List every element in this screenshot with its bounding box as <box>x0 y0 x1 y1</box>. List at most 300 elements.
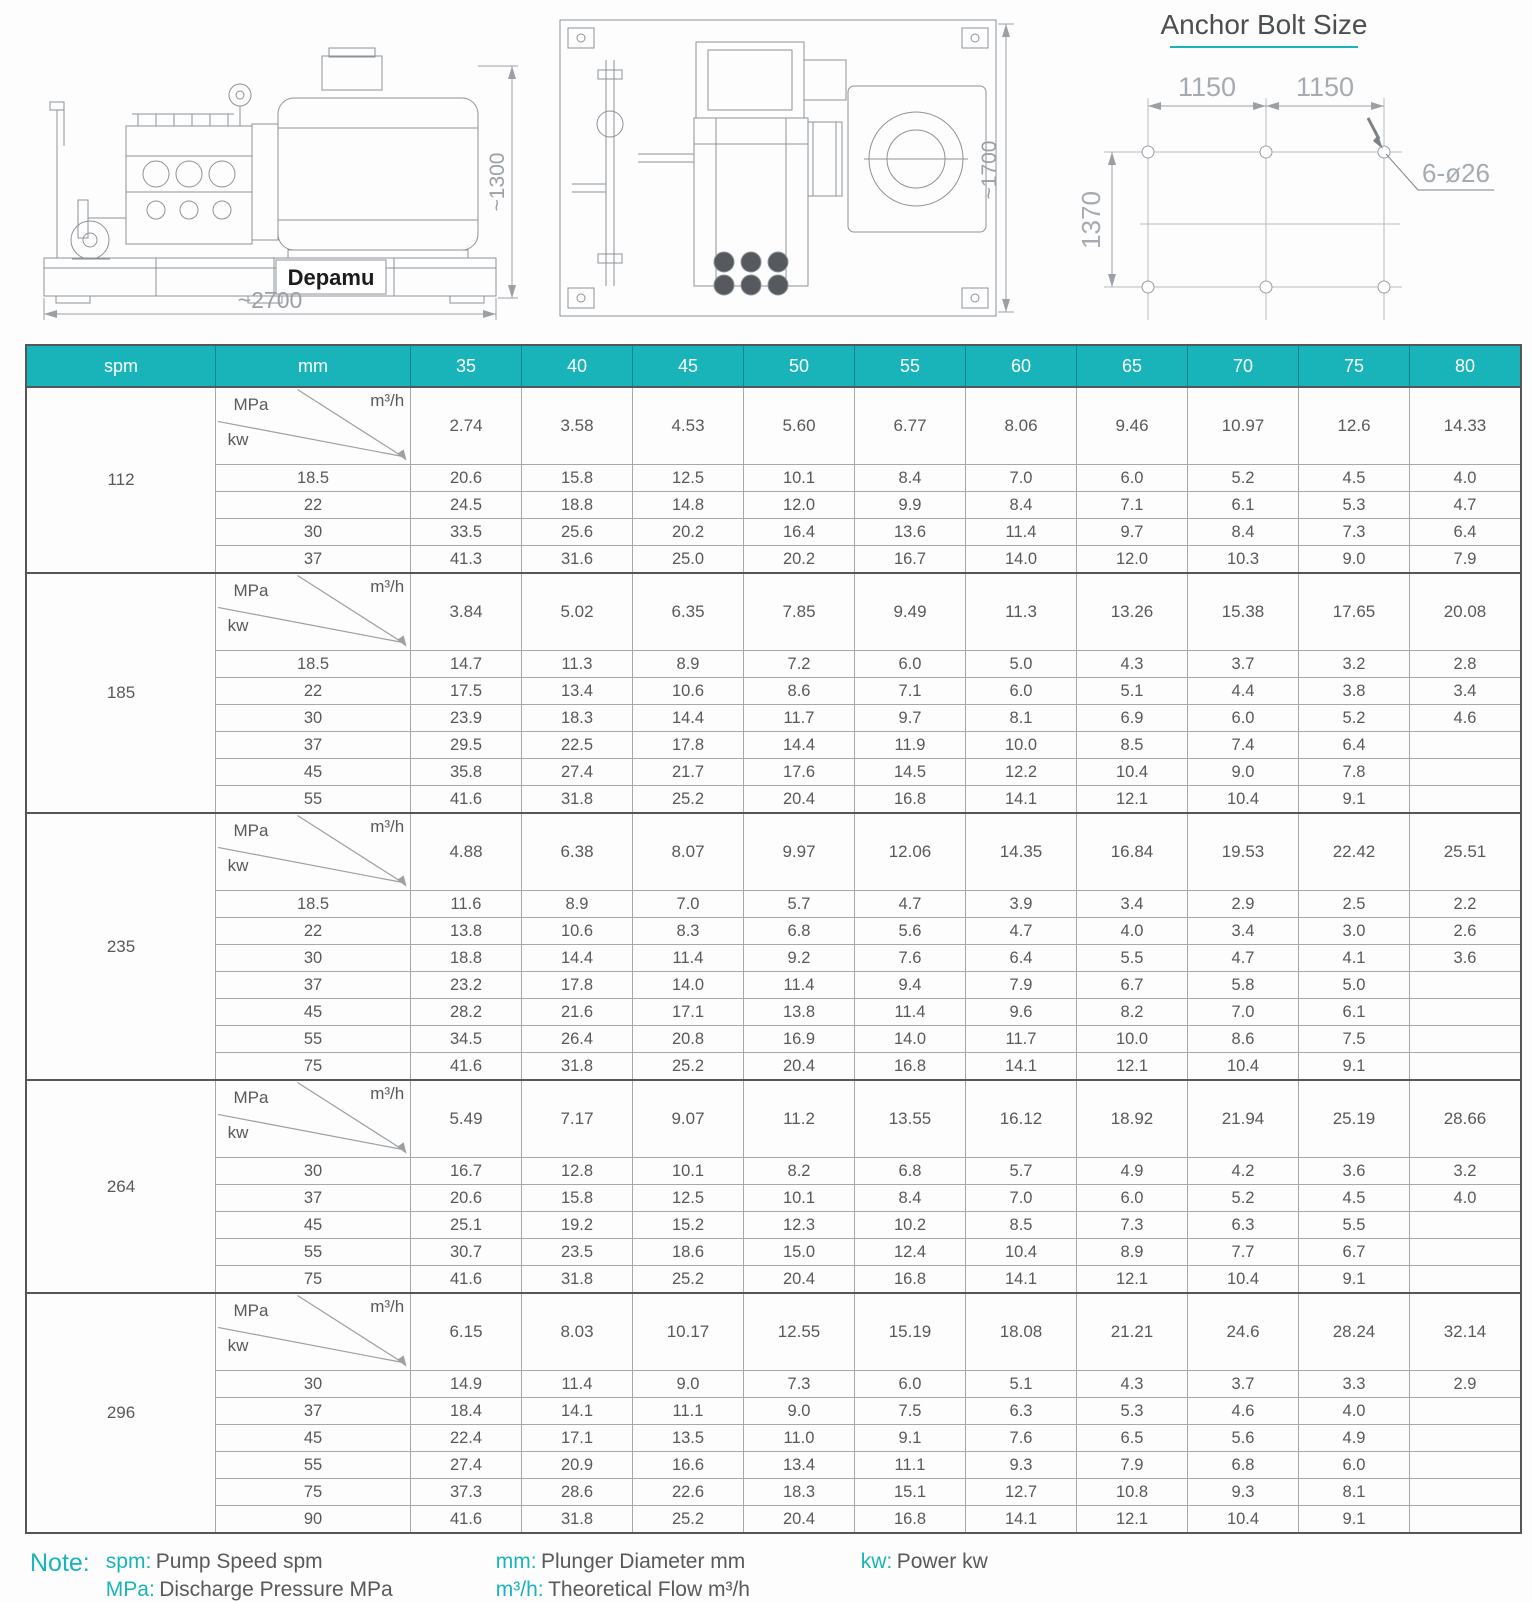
power-value: 25.1 <box>411 1212 522 1239</box>
power-value: 14.0 <box>855 1026 966 1053</box>
flow-value: 25.51 <box>1410 813 1522 891</box>
power-row <box>26 1452 1521 1479</box>
power-value: 6.0 <box>1299 1452 1410 1479</box>
power-value: 6.4 <box>1299 732 1410 759</box>
power-value: 20.2 <box>744 546 855 574</box>
power-value: 13.4 <box>522 678 633 705</box>
power-value: 15.0 <box>744 1239 855 1266</box>
power-row <box>26 1185 1521 1212</box>
power-value: 6.0 <box>855 1371 966 1398</box>
power-value: 5.1 <box>1077 678 1188 705</box>
header-mm: mm <box>216 345 411 387</box>
power-value: 8.2 <box>1077 999 1188 1026</box>
power-value: 27.4 <box>522 759 633 786</box>
power-value: 11.7 <box>744 705 855 732</box>
note-definition <box>106 1550 496 1574</box>
power-row <box>26 1266 1521 1294</box>
power-value: 4.7 <box>966 918 1077 945</box>
pressure-value: 30 <box>216 519 411 546</box>
diagonal-lines <box>216 814 410 890</box>
spm-group-185 <box>26 573 1521 813</box>
flow-value: 7.85 <box>744 573 855 651</box>
power-value: 25.0 <box>633 546 744 574</box>
flow-value: 8.03 <box>522 1293 633 1371</box>
power-value: 37.3 <box>411 1479 522 1506</box>
note-definition <box>496 1550 861 1574</box>
power-value: 5.3 <box>1299 492 1410 519</box>
power-value: 11.4 <box>744 972 855 999</box>
corner-label-kw: kw <box>227 1335 249 1355</box>
power-value: 22.5 <box>522 732 633 759</box>
power-value: 24.5 <box>411 492 522 519</box>
diagonal-lines <box>216 1294 410 1370</box>
power-value: 6.8 <box>855 1158 966 1185</box>
power-value: 35.8 <box>411 759 522 786</box>
power-value: 41.6 <box>411 1506 522 1534</box>
power-value: 5.0 <box>966 651 1077 678</box>
power-value: 7.3 <box>1077 1212 1188 1239</box>
power-value: 20.2 <box>633 519 744 546</box>
power-value: 6.4 <box>1410 519 1522 546</box>
flow-value: 18.92 <box>1077 1080 1188 1158</box>
power-value: 20.8 <box>633 1026 744 1053</box>
flow-value: 2.74 <box>411 387 522 465</box>
flow-value: 32.14 <box>1410 1293 1522 1371</box>
power-value: 16.8 <box>855 786 966 814</box>
note-definition <box>106 1578 496 1602</box>
power-value: 4.5 <box>1299 465 1410 492</box>
anchor-bolt-drawing <box>1052 2 1502 337</box>
flow-value: 4.88 <box>411 813 522 891</box>
power-value: 9.1 <box>1299 1053 1410 1081</box>
corner-label-flow: m³/h <box>370 391 405 411</box>
diagonal-lines <box>216 574 410 650</box>
power-value: 20.4 <box>744 1266 855 1294</box>
power-value: 18.8 <box>411 945 522 972</box>
power-value: 12.8 <box>522 1158 633 1185</box>
power-value: 6.5 <box>1077 1425 1188 1452</box>
power-value: 6.0 <box>1077 1185 1188 1212</box>
flow-value: 16.12 <box>966 1080 1077 1158</box>
corner-header <box>216 1293 411 1371</box>
power-value: 20.9 <box>522 1452 633 1479</box>
power-value: 4.7 <box>1188 945 1299 972</box>
power-value: 17.5 <box>411 678 522 705</box>
pump-spec-table <box>25 344 1522 1534</box>
power-value: 31.8 <box>522 1053 633 1081</box>
header-diameter-35: 35 <box>411 345 522 387</box>
power-value: 4.9 <box>1299 1425 1410 1452</box>
power-value: 6.0 <box>1077 465 1188 492</box>
corner-label-mpa: MPa <box>233 394 269 414</box>
power-value: 2.9 <box>1410 1371 1522 1398</box>
power-value: 17.1 <box>633 999 744 1026</box>
power-value: 33.5 <box>411 519 522 546</box>
power-value: 9.1 <box>1299 1266 1410 1294</box>
note-row <box>106 1578 988 1602</box>
note-section <box>30 1548 1532 1602</box>
power-value: 7.5 <box>1299 1026 1410 1053</box>
pressure-value: 90 <box>216 1506 411 1534</box>
power-value: 7.2 <box>744 651 855 678</box>
power-value: 12.0 <box>1077 546 1188 574</box>
power-value <box>1410 1026 1522 1053</box>
power-value: 10.6 <box>633 678 744 705</box>
power-value: 11.6 <box>411 891 522 918</box>
power-value: 8.5 <box>1077 732 1188 759</box>
flow-value: 10.97 <box>1188 387 1299 465</box>
power-value: 6.9 <box>1077 705 1188 732</box>
power-value: 8.9 <box>1077 1239 1188 1266</box>
power-value: 12.3 <box>744 1212 855 1239</box>
power-value: 14.8 <box>633 492 744 519</box>
flow-value: 12.6 <box>1299 387 1410 465</box>
flow-value: 3.84 <box>411 573 522 651</box>
power-value: 10.0 <box>1077 1026 1188 1053</box>
power-value: 31.8 <box>522 1266 633 1294</box>
flow-value: 6.38 <box>522 813 633 891</box>
top-height-dim: ~1700 <box>978 140 1001 200</box>
corner-label-mpa: MPa <box>233 1300 269 1320</box>
power-value: 10.6 <box>522 918 633 945</box>
power-value: 14.0 <box>633 972 744 999</box>
header-diameter-75: 75 <box>1299 345 1410 387</box>
power-value: 9.0 <box>744 1398 855 1425</box>
power-row <box>26 1239 1521 1266</box>
anchor-dim-side: 1370 <box>1076 191 1106 249</box>
power-value <box>1410 1479 1522 1506</box>
corner-label-mpa: MPa <box>233 1087 269 1107</box>
power-value: 23.5 <box>522 1239 633 1266</box>
power-row <box>26 1371 1521 1398</box>
power-value: 22.4 <box>411 1425 522 1452</box>
pressure-value: 22 <box>216 918 411 945</box>
note-definitions <box>106 1548 988 1602</box>
power-value: 11.4 <box>855 999 966 1026</box>
flow-value: 28.66 <box>1410 1080 1522 1158</box>
flow-value: 9.97 <box>744 813 855 891</box>
note-def-text: Discharge Pressure MPa <box>159 1578 393 1601</box>
power-value: 16.8 <box>855 1053 966 1081</box>
note-term: MPa: <box>105 1578 155 1601</box>
power-value: 3.9 <box>966 891 1077 918</box>
pressure-value: 37 <box>216 1398 411 1425</box>
power-value: 11.4 <box>633 945 744 972</box>
note-definition <box>861 1550 988 1574</box>
power-value: 10.3 <box>1188 546 1299 574</box>
power-value: 4.4 <box>1188 678 1299 705</box>
power-value <box>1410 1212 1522 1239</box>
power-value: 31.6 <box>522 546 633 574</box>
spm-value: 112 <box>26 387 216 573</box>
power-value <box>1410 1452 1522 1479</box>
flow-value: 14.35 <box>966 813 1077 891</box>
flow-value: 3.58 <box>522 387 633 465</box>
power-value: 15.8 <box>522 1185 633 1212</box>
power-value: 41.6 <box>411 1266 522 1294</box>
power-value: 4.7 <box>1410 492 1522 519</box>
power-value: 16.7 <box>411 1158 522 1185</box>
power-value: 9.7 <box>1077 519 1188 546</box>
pressure-value: 18.5 <box>216 891 411 918</box>
pressure-value: 30 <box>216 1158 411 1185</box>
power-row <box>26 1398 1521 1425</box>
flow-value: 7.17 <box>522 1080 633 1158</box>
power-value: 12.5 <box>633 1185 744 1212</box>
power-value: 9.3 <box>1188 1479 1299 1506</box>
power-value: 5.3 <box>1077 1398 1188 1425</box>
power-value: 14.1 <box>966 1266 1077 1294</box>
note-term: m³/h: <box>495 1578 544 1601</box>
power-value <box>1410 1506 1522 1534</box>
pump-top-view-drawing <box>548 4 1018 336</box>
flow-value: 21.94 <box>1188 1080 1299 1158</box>
power-value: 10.1 <box>633 1158 744 1185</box>
power-value: 5.6 <box>855 918 966 945</box>
power-value: 11.4 <box>966 519 1077 546</box>
power-value: 7.6 <box>855 945 966 972</box>
power-value: 7.6 <box>966 1425 1077 1452</box>
flow-value: 12.55 <box>744 1293 855 1371</box>
power-value: 10.2 <box>855 1212 966 1239</box>
power-value: 15.1 <box>855 1479 966 1506</box>
spm-group-112 <box>26 387 1521 573</box>
power-value: 6.7 <box>1077 972 1188 999</box>
power-value: 2.6 <box>1410 918 1522 945</box>
power-value: 11.9 <box>855 732 966 759</box>
power-row <box>26 519 1521 546</box>
corner-label-kw: kw <box>227 855 249 875</box>
power-value: 17.6 <box>744 759 855 786</box>
power-value: 10.1 <box>744 1185 855 1212</box>
flow-value: 8.07 <box>633 813 744 891</box>
power-row <box>26 918 1521 945</box>
pressure-value: 22 <box>216 492 411 519</box>
power-value: 17.1 <box>522 1425 633 1452</box>
power-value: 21.7 <box>633 759 744 786</box>
power-value: 5.5 <box>1299 1212 1410 1239</box>
power-row <box>26 732 1521 759</box>
pressure-value: 45 <box>216 1212 411 1239</box>
power-value: 26.4 <box>522 1026 633 1053</box>
anchor-dim-top-right: 1150 <box>1295 72 1355 102</box>
header-diameter-60: 60 <box>966 345 1077 387</box>
power-value: 30.7 <box>411 1239 522 1266</box>
power-value: 3.6 <box>1299 1158 1410 1185</box>
flow-value: 9.49 <box>855 573 966 651</box>
power-value: 8.4 <box>855 1185 966 1212</box>
header-diameter-45: 45 <box>633 345 744 387</box>
power-value: 9.1 <box>1299 1506 1410 1534</box>
power-value: 7.9 <box>966 972 1077 999</box>
power-value: 8.5 <box>966 1212 1077 1239</box>
power-value: 9.4 <box>855 972 966 999</box>
flow-value: 8.06 <box>966 387 1077 465</box>
power-value: 16.6 <box>633 1452 744 1479</box>
power-row <box>26 1053 1521 1081</box>
side-length-dim: ~2700 <box>237 287 303 313</box>
power-value: 14.0 <box>966 546 1077 574</box>
pressure-value: 37 <box>216 546 411 574</box>
power-value: 14.4 <box>633 705 744 732</box>
pressure-value: 45 <box>216 759 411 786</box>
power-value: 5.7 <box>966 1158 1077 1185</box>
note-term: spm: <box>105 1550 152 1573</box>
corner-label-kw: kw <box>227 1122 249 1142</box>
power-value: 10.4 <box>1188 786 1299 814</box>
note-def-text: Power kw <box>896 1550 988 1573</box>
power-value: 9.9 <box>855 492 966 519</box>
pressure-value: 75 <box>216 1479 411 1506</box>
power-value: 3.0 <box>1299 918 1410 945</box>
flow-value: 14.33 <box>1410 387 1522 465</box>
power-value: 12.0 <box>744 492 855 519</box>
power-value <box>1410 1053 1522 1081</box>
power-value: 5.6 <box>1188 1425 1299 1452</box>
flow-value: 9.07 <box>633 1080 744 1158</box>
note-def-text: Plunger Diameter mm <box>541 1550 746 1573</box>
power-value: 7.0 <box>633 891 744 918</box>
power-value: 3.7 <box>1188 1371 1299 1398</box>
note-def-text: Theoretical Flow m³/h <box>548 1578 750 1601</box>
corner-header <box>216 573 411 651</box>
note-term: mm: <box>495 1550 537 1573</box>
power-value: 20.4 <box>744 786 855 814</box>
flow-value: 18.08 <box>966 1293 1077 1371</box>
power-value: 3.2 <box>1410 1158 1522 1185</box>
power-value: 4.6 <box>1188 1398 1299 1425</box>
power-value: 7.3 <box>1299 519 1410 546</box>
corner-label-mpa: MPa <box>233 580 269 600</box>
power-value: 8.4 <box>1188 519 1299 546</box>
power-value: 2.5 <box>1299 891 1410 918</box>
power-row <box>26 1506 1521 1534</box>
header-diameter-70: 70 <box>1188 345 1299 387</box>
power-value: 14.4 <box>744 732 855 759</box>
power-value: 6.1 <box>1188 492 1299 519</box>
power-value: 3.8 <box>1299 678 1410 705</box>
power-value: 2.9 <box>1188 891 1299 918</box>
power-value: 18.3 <box>522 705 633 732</box>
power-value: 11.1 <box>855 1452 966 1479</box>
power-value: 5.2 <box>1299 705 1410 732</box>
power-value: 4.0 <box>1299 1398 1410 1425</box>
power-row <box>26 465 1521 492</box>
power-value: 31.8 <box>522 786 633 814</box>
power-value: 6.0 <box>855 651 966 678</box>
power-value: 5.1 <box>966 1371 1077 1398</box>
corner-header <box>216 387 411 465</box>
power-value: 3.6 <box>1410 945 1522 972</box>
pressure-value: 37 <box>216 732 411 759</box>
corner-label-flow: m³/h <box>370 817 405 837</box>
flow-value: 12.06 <box>855 813 966 891</box>
pressure-value: 18.5 <box>216 465 411 492</box>
flow-value: 19.53 <box>1188 813 1299 891</box>
header-diameter-40: 40 <box>522 345 633 387</box>
power-value: 10.4 <box>966 1239 1077 1266</box>
power-value: 25.2 <box>633 1506 744 1534</box>
header-diameter-50: 50 <box>744 345 855 387</box>
power-row <box>26 546 1521 574</box>
power-value: 16.8 <box>855 1266 966 1294</box>
power-value: 10.0 <box>966 732 1077 759</box>
flow-value: 22.42 <box>1299 813 1410 891</box>
power-value: 13.8 <box>411 918 522 945</box>
power-value: 15.8 <box>522 465 633 492</box>
power-value: 18.4 <box>411 1398 522 1425</box>
spm-group-235 <box>26 813 1521 1080</box>
power-value: 6.3 <box>1188 1212 1299 1239</box>
power-value: 3.4 <box>1188 918 1299 945</box>
power-value: 4.2 <box>1188 1158 1299 1185</box>
pressure-value: 75 <box>216 1053 411 1081</box>
pressure-value: 18.5 <box>216 651 411 678</box>
power-value: 3.2 <box>1299 651 1410 678</box>
power-value: 14.1 <box>966 1053 1077 1081</box>
power-value: 25.2 <box>633 1266 744 1294</box>
note-row <box>106 1550 988 1574</box>
power-value: 31.8 <box>522 1506 633 1534</box>
power-row <box>26 786 1521 814</box>
power-value: 3.4 <box>1410 678 1522 705</box>
pump-side-view-drawing <box>26 6 526 336</box>
power-row <box>26 999 1521 1026</box>
power-row <box>26 891 1521 918</box>
power-value: 9.6 <box>966 999 1077 1026</box>
power-value: 8.1 <box>966 705 1077 732</box>
power-value: 4.0 <box>1410 1185 1522 1212</box>
pressure-value: 55 <box>216 1452 411 1479</box>
power-value: 4.3 <box>1077 1371 1188 1398</box>
technical-drawings <box>0 0 1532 340</box>
spm-group-264 <box>26 1080 1521 1293</box>
flow-value: 17.65 <box>1299 573 1410 651</box>
power-value: 10.4 <box>1188 1506 1299 1534</box>
power-value: 8.4 <box>966 492 1077 519</box>
power-value: 6.0 <box>966 678 1077 705</box>
power-value: 22.6 <box>633 1479 744 1506</box>
flow-value: 5.60 <box>744 387 855 465</box>
power-value: 25.6 <box>522 519 633 546</box>
power-value: 11.7 <box>966 1026 1077 1053</box>
power-value: 6.1 <box>1299 999 1410 1026</box>
power-value: 5.2 <box>1188 1185 1299 1212</box>
power-row <box>26 651 1521 678</box>
pressure-value: 30 <box>216 945 411 972</box>
power-row <box>26 1425 1521 1452</box>
power-value: 23.9 <box>411 705 522 732</box>
power-value: 7.1 <box>855 678 966 705</box>
spm-group-296 <box>26 1293 1521 1533</box>
power-value: 18.3 <box>744 1479 855 1506</box>
power-value: 7.4 <box>1188 732 1299 759</box>
flow-value: 5.02 <box>522 573 633 651</box>
pressure-value: 22 <box>216 678 411 705</box>
flow-value: 6.35 <box>633 573 744 651</box>
power-value <box>1410 999 1522 1026</box>
power-value: 4.6 <box>1410 705 1522 732</box>
power-value: 3.3 <box>1299 1371 1410 1398</box>
power-value: 10.1 <box>744 465 855 492</box>
flow-value: 21.21 <box>1077 1293 1188 1371</box>
spm-value: 296 <box>26 1293 216 1533</box>
power-value: 6.4 <box>966 945 1077 972</box>
power-value <box>1410 972 1522 999</box>
flow-value: 4.53 <box>633 387 744 465</box>
power-value: 20.4 <box>744 1053 855 1081</box>
power-value: 10.8 <box>1077 1479 1188 1506</box>
